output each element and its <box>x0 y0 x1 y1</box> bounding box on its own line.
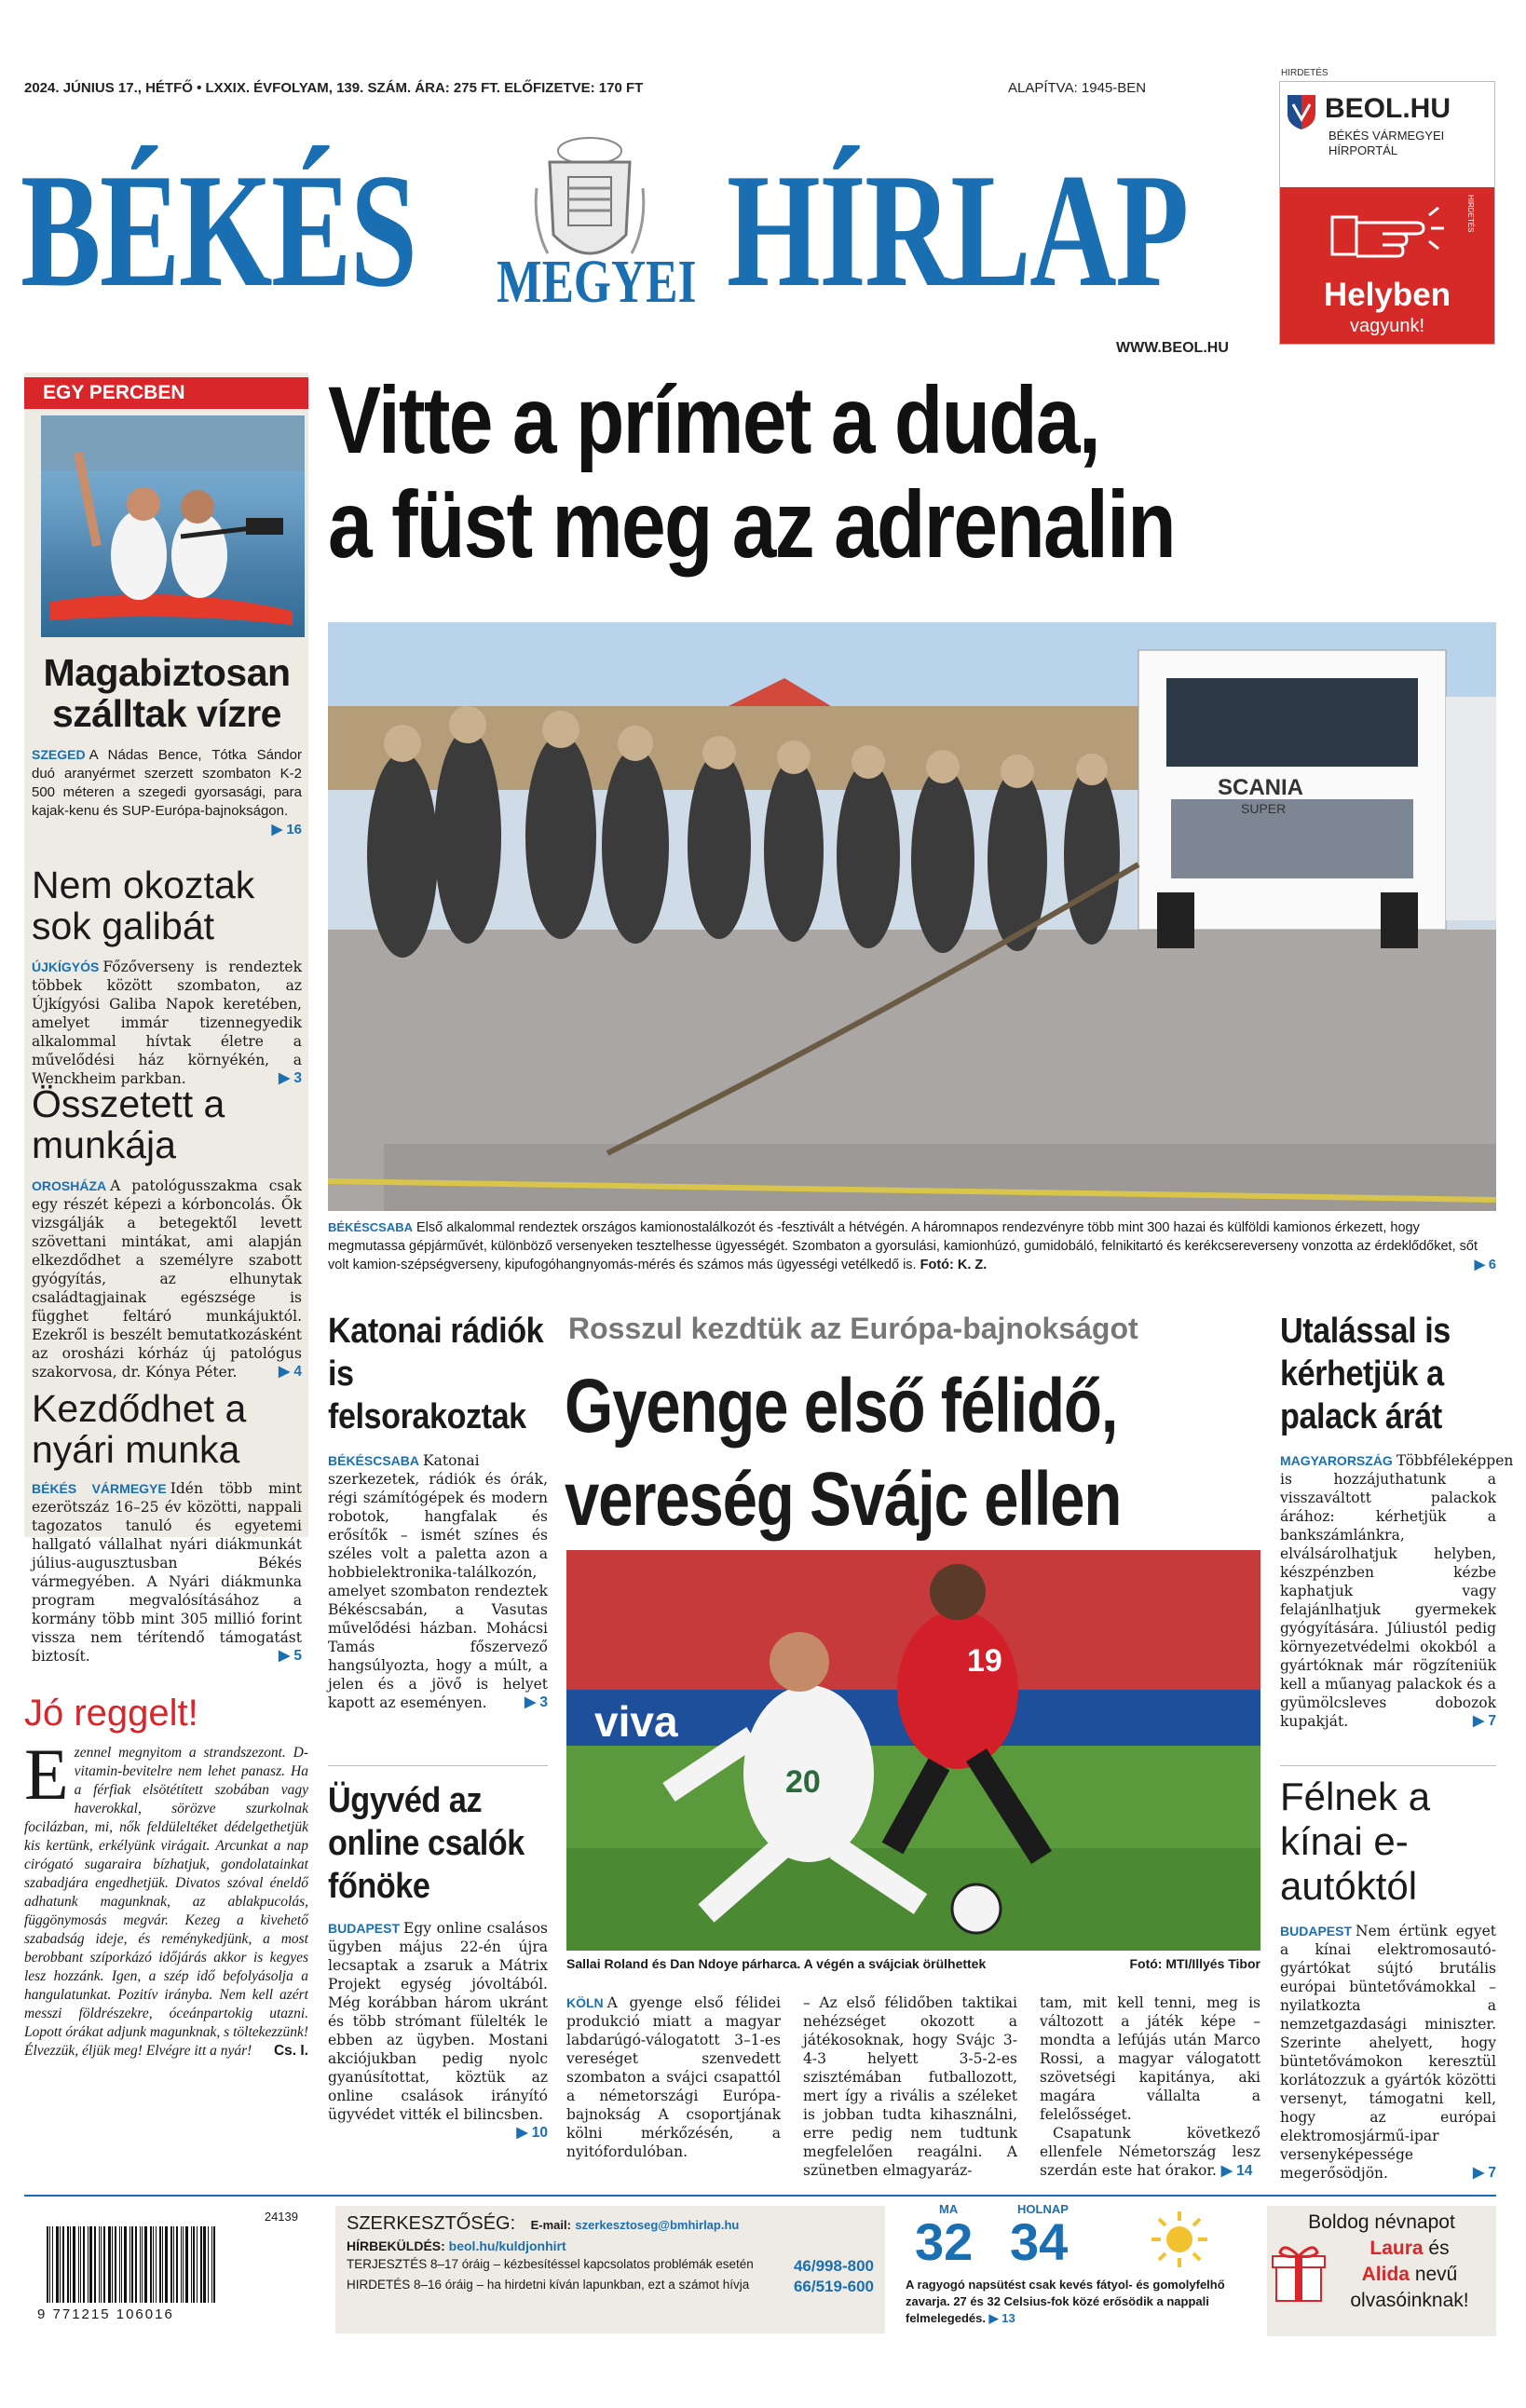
sun-icon <box>1150 2210 1209 2269</box>
barcode-bar <box>115 2226 116 2303</box>
phone-number[interactable]: 66/519-600 <box>793 2278 874 2295</box>
sidebar-text: SZEGED A Nádas Bence, Tótka Sándor duó aranyérmet szerzett szombaton K-2 500 méteren a szegedi gyorsasági, para kajak-kenu és SUP-Európa-bajnokságon. ▶ 16 <box>32 747 302 837</box>
barcode-bar <box>89 2226 92 2303</box>
ad-beol[interactable] <box>1279 81 1495 345</box>
column-signature: Cs. I. <box>273 2043 308 2059</box>
barcode-bar <box>70 2226 71 2303</box>
sidebar-headline: Magabiztosan szálltak vízre <box>43 651 291 735</box>
ecar-story[interactable] <box>1280 1775 1496 2183</box>
nameday-name1: Laura <box>1369 2238 1424 2259</box>
footer-rule <box>24 2195 1496 2197</box>
barcode-bar <box>208 2226 209 2303</box>
column-body: Ezennel megnyitom a strandszezont. D-vitamin-bevitelre nem lehet panasz. Ha a férfiak elsötétített szobában vagy haverokkal, sörözve szurkolnak focilázban, mi, nők feldüleltéket dédelgethetjük kis kertünk, erkélyünk virágait. Arcunkat a nap cirógató sugaraira bízhatjuk, gondolatainkat szabadjára engedhetjük. Divatos szóval éneldő adhatunk magunknak, az ablakpucolás, függönymosás megvár. Kezeg a kivehető szabadság ideje, és reménykedjünk, a most berobbant szíporkázó időjárás akkor is kegyes lesz hozzánk. Igen, a szép idő befolyásolja a hangulatunkat. Pozitív irányba. Nem kell azért messzi földrészekre, óceánpartokig utazni. Lopott órákat adjunk magunknak, s töltekezzünk! Élvezzük, éljük meg! Elvégre itt a nyár! Cs. I. <box>24 1734 308 2059</box>
barcode-bar <box>193 2226 195 2303</box>
barcode-bar <box>131 2226 133 2303</box>
sidebar-tag: EGY PERCBEN <box>24 377 308 409</box>
sidebar-text: ÚJKÍGYÓS Főzőverseny is rendeztek többek között szombaton, az Újkígyósi Galiba Napok keretében, amelyet immár tizennegyedik alkalommal hívtak életre a művelődési ház környékén, a Wenckheim parkban. ▶ 3 <box>32 959 302 1087</box>
barcode-bar <box>49 2226 50 2303</box>
barcode-bar <box>73 2226 75 2303</box>
bottle-headline: Utalással is kérhetjük a palack árát <box>1280 1312 1451 1436</box>
barcode-bar <box>211 2226 212 2303</box>
ad-sub1: BÉKÉS VÁRMEGYEI <box>1328 129 1445 143</box>
sidebar-item-4[interactable] <box>32 1388 302 1666</box>
radio-text: BÉKÉSCSABA Katonai szerkezetek, rádiók és órák, régi számítógépek és modern robotok, hangfalak és erősítők – ismét színes és széles volt a paletta azon a hobbielektronika-találkozón, amelyet szombaton rendeztek Békéscsabán, a Vasutas művelődési házban. Mohácsi Tamás főszervező hangsúlyozta, hogy a múlt, a jelen és a jövő is helyet kapott az eseményen. ▶ 3 <box>328 1452 548 1711</box>
barcode-bar <box>88 2226 89 2303</box>
barcode-bar <box>60 2226 61 2303</box>
barcode-bar <box>101 2226 102 2303</box>
barcode-bar <box>153 2226 154 2303</box>
ecar-headline: Félnek a kínai e-autóktól <box>1280 1775 1431 1908</box>
barcode-bar <box>121 2226 122 2303</box>
nameday-line4: olvasóinknak! <box>1350 2290 1469 2311</box>
euro-col3: tam, mit kell tenni, meg is változott a játék képe – mondta a lefújás után Marco Rossi, a magyar válogatott szövetségi kapitánya, aki magára vállalta a felelősséget. Csapatunk következő ellenfele Németország lesz szerdán este hat órakor. ▶ 14 <box>1040 1994 1260 2179</box>
office-row: HIRDETÉS 8–16 óráig – ha hirdetni kíván lapunkban, ezt a számot hívja 66/519-600 <box>347 2278 874 2295</box>
barcode-bar <box>176 2226 178 2303</box>
ecar-text: BUDAPEST Nem értünk egyet a kínai elektromosautó-gyártókat sújtó brutális európai büntetővámokkal – nyilatkozta a nemzetgazdasági miniszter. Szerinte ahelyett, hogy büntetővámokon keresztül korlátozzuk a gyártók közötti versenyt, támogatni kell, hogy az európai elektromosjármű-ipar versenyképessége megerősödjön. ▶ 7 <box>1280 1923 1496 2182</box>
sidebar-headline: Nem okoztak sok galibát <box>32 864 255 947</box>
barcode-bar <box>159 2226 161 2303</box>
bottle-text: MAGYARORSZÁG Többféleképpen is hozzájuthatunk a visszaváltott palackok árához: kérhetjük a bankszámlánkra, elválsárolhatjuk helyben, készpénzben kézbe kaphatjuk vagy felajánlhatjuk gyermekek gyógyítására. Júliustól pedig környezetvédelmi okokból a gyártóknak már rögzíteniük kell a műanyag palackok és a gyümölcsleves dobozok kupakját. ▶ 7 <box>1280 1452 1514 1730</box>
office-row: TERJESZTÉS 8–17 óráig – kézbesítéssel kapcsolatos problémák esetén 46/998-800 <box>347 2257 874 2275</box>
barcode-bar <box>62 2226 64 2303</box>
ad-side-label: HIRDETÉS <box>1466 195 1475 233</box>
barcode-bar <box>173 2226 174 2303</box>
lead-photo <box>328 622 1496 1211</box>
ad-board-text: viva <box>594 1697 678 1746</box>
barcode-bottom: 9 771215 106016 <box>37 2306 174 2322</box>
lead-caption: BÉKÉSCSABA Első alkalommal rendeztek országos kamionostalálkozót és -fesztivált a hétvégén. A háromnapos rendezvényre több mint 300 hazai és külföldi kamionos érkezett, hogy megmutassa gépjárművét, különböző versenyeken tesztelhesse ügyességét. Szombaton a gyorsulási, kamionhúzó, gumidobáló, felnikitartó és kerékcsereverseny vonzotta az érdeklődőket, sőt volt kamion-szépségverseny, kipufogóhangnyomás-mérés és számos más ügyességi vetélkedő is. Fotó: K. Z. ▶ 6 <box>328 1220 1496 1272</box>
lawyer-headline: Ügyvéd az online csalók főnöke <box>328 1781 525 1906</box>
weather-tomorrow-temp: 34 <box>1010 2212 1069 2271</box>
sidebar-item-3[interactable] <box>32 1083 302 1381</box>
barcode-bar <box>80 2226 81 2303</box>
nameday-name2: Alida <box>1361 2264 1410 2285</box>
barcode-bar <box>213 2226 215 2303</box>
barcode-bars <box>47 2226 298 2303</box>
ad-red-panel <box>1280 187 1494 344</box>
euro-credit: Fotó: MTI/Illyés Tibor <box>1129 1956 1260 1971</box>
jersey-number-left: 20 <box>785 1764 821 1800</box>
euro-caption: Sallai Roland és Dan Ndoye párharca. A végén a svájciak örülhettek <box>566 1956 987 1971</box>
euro-col2: – Az első félidőben taktikai nehézséget okozott a játékosoknak, hogy Svájc 3-4-3 helyett 3-5-2-es szisztémában futballozott, mert így a rivális a széleket is jobban tudta kihasználni, erre pedig nem tudtunk megfelelően reagálni. A szünetben elmagyaráz- <box>803 1994 1017 2179</box>
ad-brand: BEOL.HU <box>1325 93 1451 124</box>
news-link[interactable]: beol.hu/kuldjonhirt <box>448 2238 566 2253</box>
sidebar-text: OROSHÁZA A patológusszakma csak egy részét képezi a kórboncolás. Ők vizsgálják a betegektől levett szövettani mintákat, ami alapján elkezdődhet a személyre szabott gyógyítás, az elhunytak családtagjainak egészsége is függhet feltáró munkájuktól. Ezekről is beszélt bemutatkozásként az orosházi kórház új patológus szakorvosa, dr. Kónya Péter. ▶ 4 <box>32 1177 302 1381</box>
dateline: 2024. JÚNIUS 17., HÉTFŐ • LXXIX. ÉVFOLYAM, 139. SZÁM. ÁRA: 275 FT. ELŐFIZETVE: 170 FT <box>24 80 644 96</box>
weather-tomorrow-label: HOLNAP <box>1017 2202 1069 2216</box>
barcode-bar <box>94 2226 96 2303</box>
barcode-bar <box>99 2226 100 2303</box>
phone-number[interactable]: 46/998-800 <box>793 2257 874 2275</box>
nameday-box <box>1267 2206 1496 2336</box>
sidebar-item-1[interactable] <box>32 652 302 839</box>
euro-headline[interactable] <box>565 1360 1145 1546</box>
barcode-bar <box>170 2226 172 2303</box>
barcode-bar <box>47 2226 48 2303</box>
nameday-line1: Boldog névnapot <box>1308 2211 1455 2233</box>
website-link[interactable]: WWW.BEOL.HU <box>1116 340 1229 356</box>
radio-divider <box>328 1765 548 1766</box>
bottle-story[interactable] <box>1280 1310 1514 1731</box>
sidebar-item-2[interactable] <box>32 864 302 1088</box>
barcode-bar <box>165 2226 168 2303</box>
barcode-bar <box>129 2226 130 2303</box>
ad-sub2: HÍRPORTÁL <box>1328 143 1398 157</box>
weather-text: A ragyogó napsütést csak kevés fátyol- és gomolyfelhő zavarja. 27 és 32 Celsius-fok közé erősödik a nappali felmelegedés. ▶ 13 <box>906 2278 1225 2325</box>
lead-headline-line1: Vitte a prímet a duda, <box>328 367 1100 473</box>
barcode-bar <box>56 2226 59 2303</box>
barcode-bar <box>124 2226 127 2303</box>
barcode-bar <box>185 2226 188 2303</box>
euro-col1: KÖLN A gyenge első félidei produkció miatt a magyar labdarúgó-válogatott 3–1-es vereséget szenvedett szombaton a svájci csapattól a németországi Európa-bajnokság A csoportjának kölni mérkőzésén, a nyitófordulóban. <box>566 1994 781 2160</box>
nameday-line3: nevű <box>1414 2264 1458 2285</box>
barcode-bar <box>150 2226 152 2303</box>
founded-note: ALAPÍTVA: 1945-BEN <box>1008 80 1147 96</box>
gift-icon <box>1271 2239 1327 2305</box>
barcode-bar <box>78 2226 79 2303</box>
euro-headline-line2: vereség Svájc ellen <box>565 1457 1122 1542</box>
column-title: Jó reggelt! <box>24 1693 198 1734</box>
barcode-bar <box>156 2226 157 2303</box>
radio-headline: Katonai rádiók is felsorakoztak <box>328 1312 544 1436</box>
news-label: HÍRBEKÜLDÉS: <box>347 2238 445 2253</box>
sidebar-headline: Összetett a munkája <box>32 1082 225 1166</box>
kayak-photo <box>41 415 305 637</box>
dropcap: E <box>24 1734 69 1815</box>
barcode-top: 24139 <box>264 2210 298 2224</box>
editorial-office <box>335 2206 885 2333</box>
barcode-bar <box>191 2226 192 2303</box>
barcode <box>37 2210 307 2329</box>
radio-story[interactable] <box>328 1310 548 1712</box>
barcode-bar <box>83 2226 85 2303</box>
nameday-and: és <box>1428 2238 1450 2259</box>
barcode-bar <box>181 2226 182 2303</box>
barcode-bar <box>112 2226 113 2303</box>
barcode-bar <box>183 2226 184 2303</box>
barcode-bar <box>162 2226 163 2303</box>
lead-headline-line2: a füst meg az adrenalin <box>328 471 1175 578</box>
sidebar-headline: Kezdődhet a nyári munka <box>32 1387 247 1471</box>
truck-brand-text: SCANIA <box>1218 775 1304 800</box>
barcode-bar <box>142 2226 143 2303</box>
barcode-bar <box>200 2226 202 2303</box>
barcode-bar <box>119 2226 120 2303</box>
euro-photo <box>566 1550 1260 1951</box>
truck-model-text: SUPER <box>1241 801 1287 816</box>
barcode-bar <box>197 2226 198 2303</box>
barcode-bar <box>67 2226 69 2303</box>
jersey-number-right: 19 <box>967 1643 1002 1679</box>
weather-today-temp: 32 <box>915 2212 974 2271</box>
bottle-divider <box>1280 1765 1496 1766</box>
ad-label: HIRDETÉS <box>1281 68 1328 78</box>
office-email-label: E-mail: <box>530 2218 571 2232</box>
lead-headline[interactable] <box>328 368 1322 577</box>
shield-icon <box>1286 93 1317 130</box>
lead-credit: Fotó: K. Z. <box>920 1258 988 1272</box>
barcode-bar <box>203 2226 206 2303</box>
office-email[interactable]: szerkesztoseg@bmhirlap.hu <box>575 2218 740 2232</box>
title-mid: MEGYEI <box>497 248 697 316</box>
barcode-bar <box>103 2226 105 2303</box>
barcode-bar <box>140 2226 141 2303</box>
weather <box>906 2202 1260 2334</box>
office-title: SZERKESZTŐSÉG: <box>347 2213 516 2234</box>
title-left: BÉKÉS <box>20 140 416 320</box>
lawyer-story[interactable] <box>328 1779 548 2143</box>
sidebar-text: BÉKÉS VÁRMEGYE Idén több mint ezerötszáz 16–25 év közötti, nappali tagozatos tanuló és egyetemi hallgató vállalhat nyári diákmunkát július-augusztusban Békés vármegyében. A Nyári diákmunka program megvalósításához a kormány több mint 305 millió forint vissza nem térítendő támogatást biztosít. ▶ 5 <box>32 1480 303 1665</box>
lawyer-text: BUDAPEST Egy online csalásos ügyben május 22-én újra lecsaptak a zsaruk a Mátrix Projekt egység jóvoltából. Még korábban három ukránt és több strómant fülelték le ebben az ügyben. Mostani akciójukban pedig nyolc gyanúsítottat, köztük az online csalások irányító ügyvédet vitték el bilincsben. ▶ 10 <box>328 1920 548 2141</box>
pointing-hand-icon <box>1327 198 1448 264</box>
barcode-bar <box>144 2226 147 2303</box>
ad-slogan2: vagyunk! <box>1349 316 1425 336</box>
barcode-bar <box>135 2226 137 2303</box>
title-right: HÍRLAP <box>727 140 1188 320</box>
barcode-bar <box>108 2226 111 2303</box>
ad-slogan1: Helyben <box>1323 277 1451 313</box>
euro-kicker: Rosszul kezdtük az Európa-bajnokságot <box>568 1312 1138 1345</box>
barcode-bar <box>52 2226 53 2303</box>
weather-today-label: MA <box>939 2202 959 2216</box>
euro-headline-line1: Gyenge első félidő, <box>565 1364 1118 1449</box>
